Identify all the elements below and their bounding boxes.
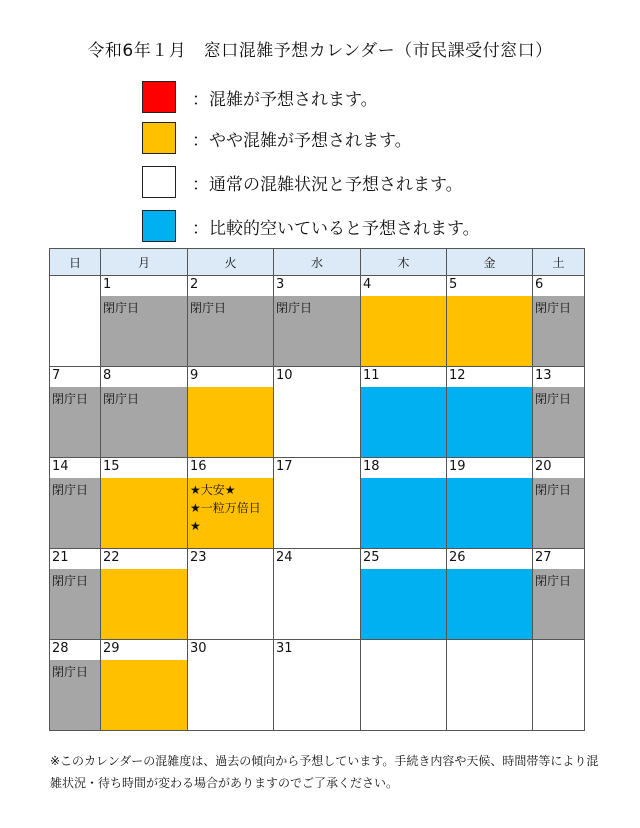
day-status-area bbox=[50, 478, 100, 548]
day-number: 25 bbox=[361, 549, 446, 569]
day-number: 27 bbox=[533, 549, 584, 569]
day-number: 11 bbox=[361, 367, 446, 387]
weekday-sat: 土 bbox=[533, 249, 585, 276]
day-status-area bbox=[361, 296, 446, 366]
weekday-fri: 金 bbox=[447, 249, 533, 276]
day-status-area bbox=[447, 296, 532, 366]
calendar-day-cell bbox=[101, 367, 188, 458]
day-number: 28 bbox=[50, 640, 100, 660]
calendar-day-cell bbox=[101, 458, 188, 549]
calendar-day-cell bbox=[188, 276, 274, 367]
calendar-day-cell bbox=[50, 458, 101, 549]
legend-label-quiet: ：比較的空いていると予想されます。 bbox=[192, 218, 480, 239]
legend-label-normal: ：通常の混雑状況と予想されます。 bbox=[192, 174, 463, 195]
day-status-area bbox=[533, 478, 584, 548]
weekday-mon: 月 bbox=[101, 249, 188, 276]
legend-label-somewhat-busy: ：やや混雑が予想されます。 bbox=[192, 130, 412, 151]
legend-swatch-busy bbox=[142, 81, 176, 113]
calendar-day-cell bbox=[533, 367, 585, 458]
day-number: 6 bbox=[533, 276, 584, 296]
day-status-area bbox=[447, 478, 532, 548]
calendar-day-cell bbox=[447, 276, 533, 367]
day-number: 21 bbox=[50, 549, 100, 569]
calendar-day-cell bbox=[361, 549, 447, 640]
calendar-day-cell bbox=[447, 549, 533, 640]
day-number: 4 bbox=[361, 276, 446, 296]
closed-day-label: 閉庁日 bbox=[535, 392, 572, 406]
weekday-header-row bbox=[50, 249, 585, 276]
day-status-area bbox=[274, 569, 360, 639]
day-status-area bbox=[533, 569, 584, 639]
day-status-area bbox=[101, 660, 187, 730]
day-status-area bbox=[274, 478, 360, 548]
closed-day-label: 閉庁日 bbox=[103, 392, 140, 406]
day-status-area bbox=[188, 387, 273, 457]
day-status-area bbox=[274, 296, 360, 366]
day-status-area bbox=[101, 478, 187, 548]
day-status-area bbox=[101, 569, 187, 639]
calendar-day-cell bbox=[361, 276, 447, 367]
closed-day-label: 閉庁日 bbox=[52, 483, 89, 497]
weekday-tue: 火 bbox=[188, 249, 274, 276]
closed-day-label: 閉庁日 bbox=[103, 301, 140, 315]
calendar-day-cell bbox=[50, 276, 101, 367]
calendar-day-cell bbox=[274, 276, 361, 367]
day-note: ★大安★ ★一粒万倍日★ bbox=[190, 483, 261, 533]
day-number: 31 bbox=[274, 640, 360, 660]
day-number: 15 bbox=[101, 458, 187, 478]
calendar-day-cell bbox=[274, 640, 361, 731]
calendar-week-row bbox=[50, 549, 585, 640]
calendar-day-cell bbox=[188, 549, 274, 640]
calendar-day-cell bbox=[533, 276, 585, 367]
calendar-week-row bbox=[50, 458, 585, 549]
day-status-area bbox=[101, 296, 187, 366]
calendar-day-cell bbox=[361, 640, 447, 731]
day-number: 3 bbox=[274, 276, 360, 296]
day-status-area bbox=[188, 569, 273, 639]
legend-item-quiet bbox=[142, 209, 480, 243]
day-status-area bbox=[50, 387, 100, 457]
day-number: 7 bbox=[50, 367, 100, 387]
calendar-day-cell bbox=[188, 367, 274, 458]
day-status-area bbox=[361, 387, 446, 457]
closed-day-label: 閉庁日 bbox=[535, 301, 572, 315]
day-status-area bbox=[50, 569, 100, 639]
day-status-area bbox=[361, 478, 446, 548]
page-title: 令和6年１月 窓口混雑予想カレンダー（市民課受付窓口） bbox=[87, 41, 553, 61]
day-number: 23 bbox=[188, 549, 273, 569]
day-status-area bbox=[188, 478, 273, 548]
legend-item-busy bbox=[142, 80, 378, 114]
day-number: 5 bbox=[447, 276, 532, 296]
day-number: 26 bbox=[447, 549, 532, 569]
closed-day-label: 閉庁日 bbox=[52, 574, 89, 588]
day-number: 1 bbox=[101, 276, 187, 296]
day-number: 29 bbox=[101, 640, 187, 660]
calendar-day-cell bbox=[50, 640, 101, 731]
day-status-area bbox=[533, 296, 584, 366]
day-number: 14 bbox=[50, 458, 100, 478]
calendar-day-cell bbox=[361, 367, 447, 458]
calendar-day-cell bbox=[447, 640, 533, 731]
calendar-body bbox=[50, 276, 585, 731]
day-status-area bbox=[50, 660, 100, 730]
closed-day-label: 閉庁日 bbox=[52, 665, 89, 679]
calendar-day-cell bbox=[274, 549, 361, 640]
calendar-day-cell bbox=[101, 549, 188, 640]
calendar-week-row bbox=[50, 367, 585, 458]
legend-label-busy: ：混雑が予想されます。 bbox=[192, 89, 378, 110]
calendar-day-cell bbox=[533, 640, 585, 731]
weekday-sun: 日 bbox=[50, 249, 101, 276]
calendar-day-cell bbox=[361, 458, 447, 549]
day-number: 16 bbox=[188, 458, 273, 478]
calendar-day-cell bbox=[188, 458, 274, 549]
day-status-area bbox=[188, 660, 273, 730]
calendar-week-row bbox=[50, 640, 585, 731]
day-number: 2 bbox=[188, 276, 273, 296]
calendar-day-cell bbox=[447, 458, 533, 549]
calendar-day-cell bbox=[447, 367, 533, 458]
day-status-area bbox=[274, 660, 360, 730]
calendar-day-cell bbox=[533, 458, 585, 549]
day-status-area bbox=[447, 569, 532, 639]
legend-item-somewhat-busy bbox=[142, 121, 412, 155]
legend-swatch-quiet bbox=[142, 210, 176, 242]
weekday-wed: 水 bbox=[274, 249, 361, 276]
day-number: 19 bbox=[447, 458, 532, 478]
closed-day-label: 閉庁日 bbox=[190, 301, 227, 315]
day-status-area bbox=[361, 569, 446, 639]
calendar-day-cell bbox=[50, 367, 101, 458]
day-number: 9 bbox=[188, 367, 273, 387]
calendar-day-cell bbox=[533, 549, 585, 640]
weekday-thu: 木 bbox=[361, 249, 447, 276]
day-status-area bbox=[274, 387, 360, 457]
closed-day-label: 閉庁日 bbox=[535, 483, 572, 497]
closed-day-label: 閉庁日 bbox=[52, 392, 89, 406]
day-status-area bbox=[533, 387, 584, 457]
calendar-day-cell bbox=[188, 640, 274, 731]
footnote: ※このカレンダーの混雑度は、過去の傾向から予想しています。手続き内容や天候、時間帯等により混雑状況・待ち時間が変わる場合がありますのでご了承ください。 bbox=[50, 754, 599, 790]
day-status-area bbox=[447, 387, 532, 457]
day-number: 8 bbox=[101, 367, 187, 387]
day-number: 17 bbox=[274, 458, 360, 478]
calendar-day-cell bbox=[50, 549, 101, 640]
legend-swatch-normal bbox=[142, 166, 176, 198]
closed-day-label: 閉庁日 bbox=[535, 574, 572, 588]
calendar-day-cell bbox=[274, 458, 361, 549]
legend-item-normal bbox=[142, 165, 463, 199]
day-number: 12 bbox=[447, 367, 532, 387]
day-status-area bbox=[101, 387, 187, 457]
calendar-day-cell bbox=[101, 276, 188, 367]
day-status-area bbox=[188, 296, 273, 366]
day-number: 30 bbox=[188, 640, 273, 660]
day-number: 10 bbox=[274, 367, 360, 387]
calendar-table bbox=[49, 248, 585, 731]
day-number: 24 bbox=[274, 549, 360, 569]
calendar-week-row bbox=[50, 276, 585, 367]
day-number: 18 bbox=[361, 458, 446, 478]
day-number: 22 bbox=[101, 549, 187, 569]
closed-day-label: 閉庁日 bbox=[276, 301, 313, 315]
calendar-day-cell bbox=[101, 640, 188, 731]
day-number: 20 bbox=[533, 458, 584, 478]
day-number: 13 bbox=[533, 367, 584, 387]
legend-swatch-somewhat-busy bbox=[142, 122, 176, 154]
calendar-day-cell bbox=[274, 367, 361, 458]
